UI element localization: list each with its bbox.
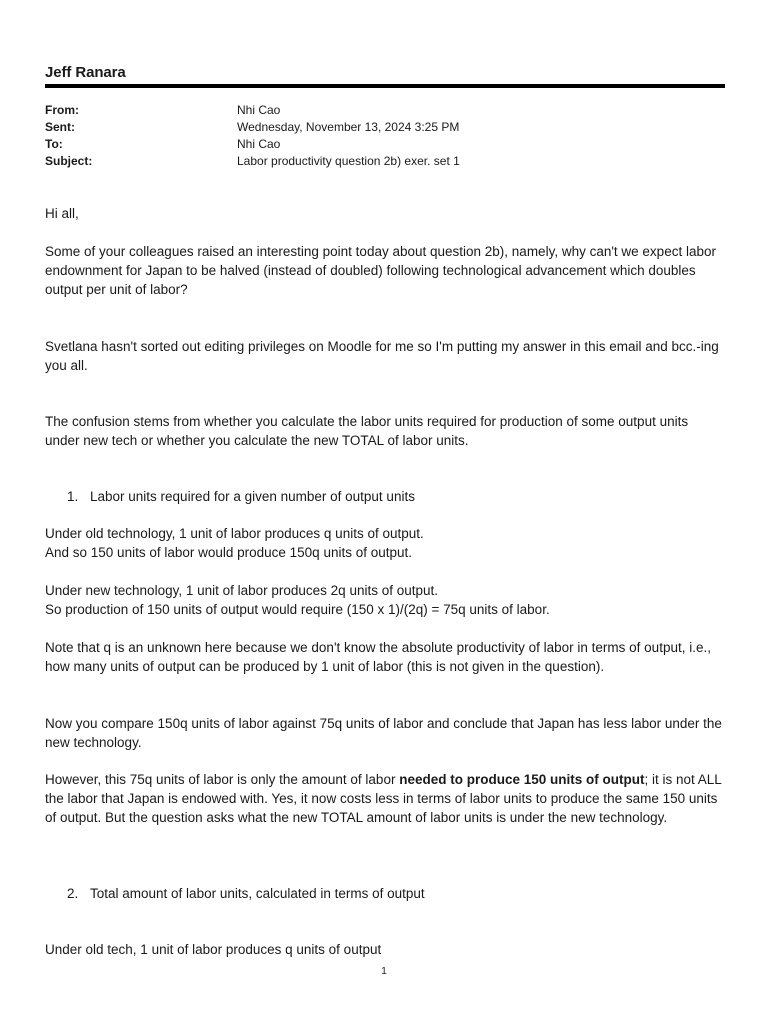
from-value: Nhi Cao [237,103,281,117]
paragraph-however-end: ; it is not ALL the labor that Japan is endowed with. Yes, it now costs less in terms of labor units to produce the same 150 units of output. But the question asks what the new TOTAL amount of labor units is under the new technology. [45,772,722,825]
paragraph-moodle: Svetlana hasn't sorted out editing privileges on Moodle for me so I'm putting my answer in this email and bcc.-ing you all. [45,339,719,373]
sent-value: Wednesday, November 13, 2024 3:25 PM [237,120,460,134]
list-item-1-text: Labor units required for a given number of output units [90,489,415,504]
paragraph-new-tech-line2: So production of 150 units of output would require (150 x 1)/(2q) = 75q units of labor. [45,602,550,617]
paragraph-new-tech-line1: Under new technology, 1 unit of labor produces 2q units of output. [45,583,439,598]
mailbox-owner-name: Jeff Ranara [45,64,126,81]
subject-value: Labor productivity question 2b) exer. set 1 [237,154,460,168]
list-item-2-number: 2. [67,886,79,901]
paragraph-however-bold: needed to produce 150 units of output [399,772,645,787]
paragraph-old-tech-total: Under old tech, 1 unit of labor produces q units of output [45,942,382,957]
sent-label: Sent: [45,120,75,134]
to-value: Nhi Cao [237,137,281,151]
paragraph-old-tech-line1: Under old technology, 1 unit of labor produces q units of output. [45,526,424,541]
list-item-2-text: Total amount of labor units, calculated in terms of output [90,886,425,901]
from-label: From: [45,103,79,117]
paragraph-note-q: Note that q is an unknown here because we don't know the absolute productivity of labor in terms of output, i.e., how many units of output can be produced by 1 unit of labor (this is not given in the question). [45,640,711,674]
to-label: To: [45,137,63,151]
paragraph-confusion: The confusion stems from whether you calculate the labor units required for production of some output units under new tech or whether you calculate the new TOTAL of labor units. [45,414,689,448]
paragraph-however-start: However, this 75q units of labor is only the amount of labor [45,772,400,787]
page-number: 1 [381,966,387,977]
paragraph-old-tech-line2: And so 150 units of labor would produce 150q units of output. [45,545,413,560]
header-divider [45,84,725,88]
greeting: Hi all, [45,206,79,221]
subject-label: Subject: [45,154,93,168]
list-item-1-number: 1. [67,489,79,504]
paragraph-however [45,770,725,827]
paragraph-compare: Now you compare 150q units of labor against 75q units of labor and conclude that Japan has less labor under the new technology. [45,716,722,750]
paragraph-question: Some of your colleagues raised an interesting point today about question 2b), namely, why can't we expect labor endownment for Japan to be halved (instead of doubled) following technological advancement which doubles output per unit of labor? [45,244,716,297]
